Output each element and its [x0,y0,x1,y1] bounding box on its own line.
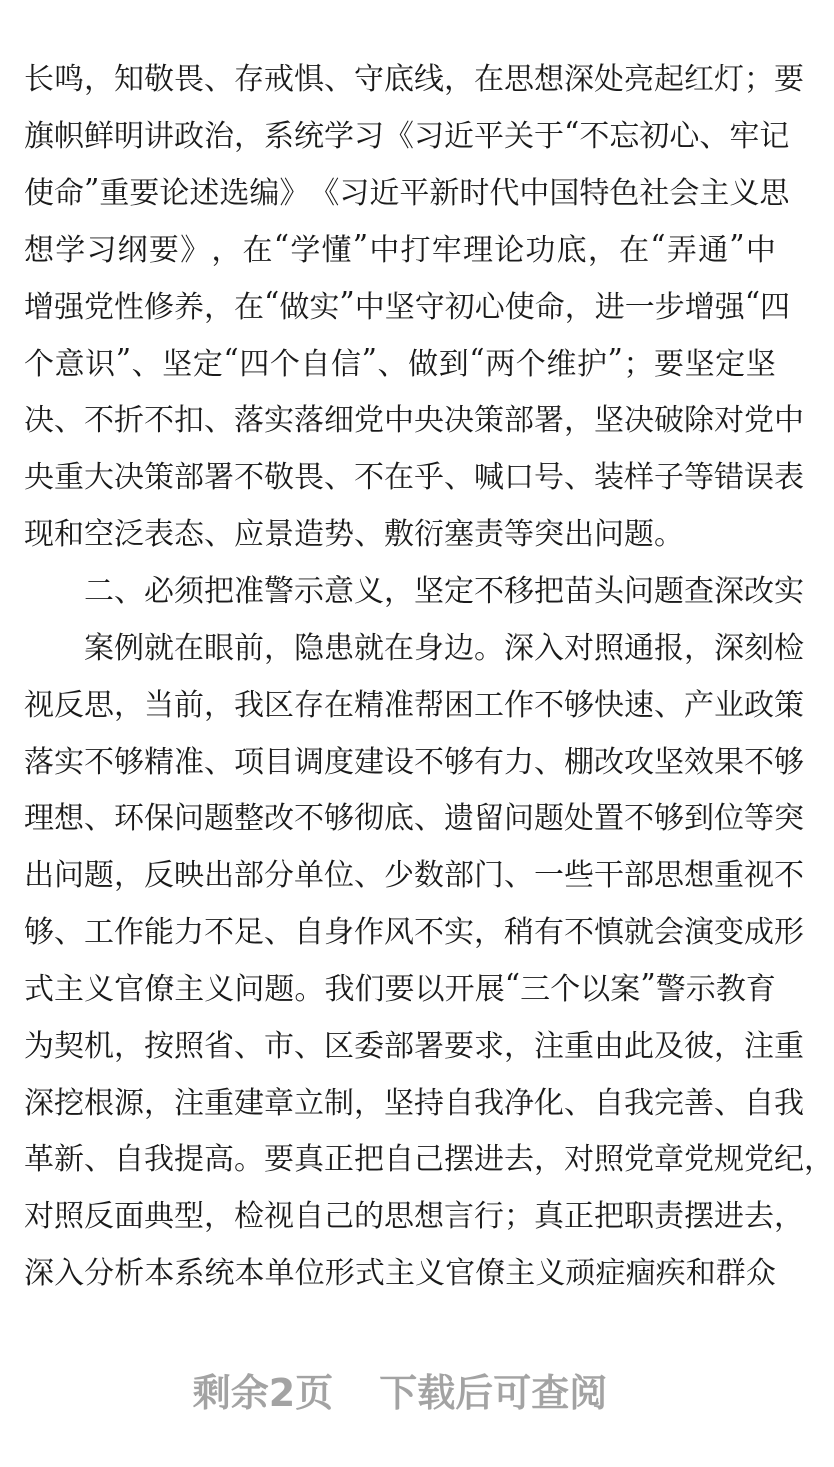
text-line: 落 实 不 够 精 准 、 项 目 调 度 建 设 不 够 有 力 、 棚 改 攻 坚 效 果 不 够 [24,744,804,780]
text-line: 想 学 习 纲 要 》 ， 在 “ 学 懂 ” 中 打 牢 理 论 功 底 ， 在 “ 弄 通 ” 中 [24,229,776,268]
text-line: 出 问 题 ， 反 映 出 部 分 单 位 、 少 数 部 门 、 一 些 干 部 思 想 重 视 不 [24,858,804,894]
download-to-view-label: 下载后可查阅 [379,1371,608,1415]
remaining-pages-label: 剩余2页 [192,1371,334,1415]
download-prompt[interactable] [0,1362,800,1417]
text-line: 旗 帜 鲜 明 讲 政 治 ， 系 统 学 习 《 习 近 平 关 于 “ 不 忘 初 心 、 牢 记 [24,115,790,155]
text-line: 视 反 思 ， 当 前 ， 我 区 存 在 精 准 帮 困 工 作 不 够 快 速 、 产 业 政 策 [24,687,804,723]
text-line: 深 挖 根 源 ， 注 重 建 章 立 制 ， 坚 持 自 我 净 化 、 自 我 完 善 、 自 我 [24,1085,804,1121]
text-line: 式 主 义 官 僚 主 义 问 题 。 我 们 要 以 开 展 “ 三 个 以 案 ” 警 示 教 育 [24,968,776,1007]
text-line: 对 照 反 面 典 型 ， 检 视 自 己 的 思 想 言 行 ； 真 正 把 职 责 摆 进 去 ， [24,1199,804,1235]
text-line: 增 强 党 性 修 养 ， 在 “ 做 实 ” 中 坚 守 初 心 使 命 ， 进 一 步 增 强 “ 四 [24,286,791,325]
text-line: 革 新 、 自 我 提 高 。 要 真 正 把 自 己 摆 进 去 ， 对 照 党 章 党 规 党 纪 ， [24,1142,834,1178]
text-line: 现和空泛表态、应景造势、敷衍塞责等突出问题。 [24,517,684,553]
text-line: 使 命 ” 重 要 论 述 选 编 》 《 习 近 平 新 时 代 中 国 特 色 社 会 主 义 思 [24,172,790,212]
text-line: 长 鸣 ， 知 敬 畏 、 存 戒 惧 、 守 底 线 ， 在 思 想 深 处 亮 起 红 灯 ； 要 [24,62,804,98]
text-line: 个 意 识 ” 、 坚 定 “ 四 个 自 信 ” 、 做 到 “ 两 个 维 护 ” ； 要 坚 定 坚 [24,343,776,382]
text-line: 案 例 就 在 眼 前 ， 隐 患 就 在 身 边 。 深 入 对 照 通 报 ， 深 刻 检 [84,630,804,666]
text-line: 够 、 工 作 能 力 不 足 、 自 身 作 风 不 实 ， 稍 有 不 慎 就 会 演 变 成 形 [24,915,804,951]
text-line: 深 入 分 析 本 系 统 本 单 位 形 式 主 义 官 僚 主 义 顽 症 痼 疾 和 群 众 [24,1256,776,1292]
text-line: 为 契 机 ， 按 照 省 、 市 、 区 委 部 署 要 求 ， 注 重 由 此 及 彼 ， 注 重 [24,1028,804,1064]
document-body [24,48,834,1299]
section-heading: 二 、 必 须 把 准 警 示 意 义 ， 坚 定 不 移 把 苗 头 问 题 查 深 改 实 [84,574,804,610]
text-line: 理 想 、 环 保 问 题 整 改 不 够 彻 底 、 遗 留 问 题 处 置 不 够 到 位 等 突 [24,801,804,837]
text-line: 央 重 大 决 策 部 署 不 敬 畏 、 不 在 乎 、 喊 口 号 、 装 样 子 等 错 误 表 [24,460,804,496]
text-line: 决 、 不 折 不 扣 、 落 实 落 细 党 中 央 决 策 部 署 ， 坚 决 破 除 对 党 中 [24,403,804,439]
